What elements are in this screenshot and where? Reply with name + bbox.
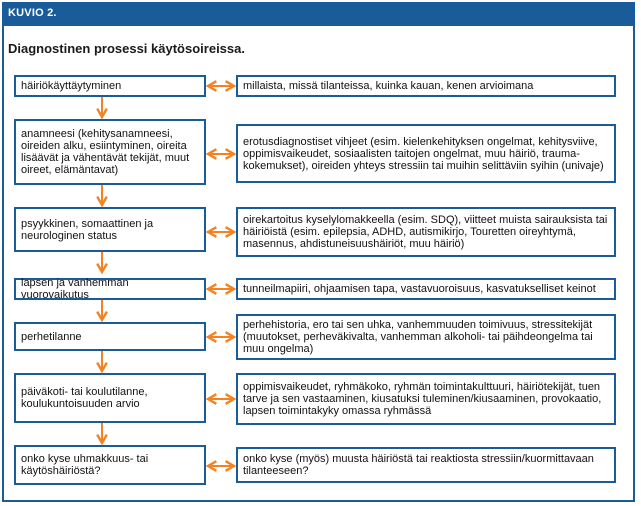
detail-box-2 bbox=[236, 124, 616, 183]
step-box-6 bbox=[14, 373, 206, 423]
detail-text: tunneilmapiiri, ohjaamisen tapa, vastavuoroisuus, kasvatukselliset keinot bbox=[243, 283, 596, 295]
step-box-2 bbox=[14, 119, 206, 185]
step-box-4 bbox=[14, 278, 206, 300]
step-label: onko kyse uhmakkuus- tai käytöshäiriöstä? bbox=[21, 453, 149, 477]
step-box-5 bbox=[14, 322, 206, 351]
detail-text: erotusdiagnostiset vihjeet (esim. kielenkehityksen ongelmat, kehitysviive, oppimisvaikeudet, sosiaalisten taitojen ongelmat, muu häiriö, trauma-kokemukset), oireiden yhteys stressiin tai muihin selittäviin syihin (univaje) bbox=[243, 135, 604, 172]
detail-box-5 bbox=[236, 314, 616, 360]
detail-text: oirekartoitus kyselylomakkeella (esim. SDQ), viitteet muista sairauksista tai häiriöistä (esim. epilepsia, ADHD, autismikirjo, Touretten oireyhtymä, masennus, ahdistuneisuushäiriöt, muu häiriö) bbox=[243, 214, 608, 250]
detail-text: onko kyse (myös) muusta häiriöstä tai reaktiosta stressiin/kuormittavaan tilanteeseen? bbox=[243, 453, 594, 477]
detail-text: millaista, missä tilanteissa, kuinka kauan, kenen arvioimana bbox=[243, 80, 534, 92]
step-label: häiriökäyttäytyminen bbox=[21, 80, 122, 92]
figure-title: Diagnostinen prosessi käytösoireissa. bbox=[8, 41, 245, 56]
detail-text: perhehistoria, ero tai sen uhka, vanhemmuuden toimivuus, stressitekijät (muutokset, perheväkivalta, vanhemman alkoholi- tai päihdeongelma tai muu ongelma) bbox=[243, 319, 593, 355]
step-box-7 bbox=[14, 445, 206, 485]
detail-box-4 bbox=[236, 278, 616, 300]
detail-text: oppimisvaikeudet, ryhmäkoko, ryhmän toimintakulttuuri, häiriötekijät, tuen tarve ja sen vastaaminen, kiusatuksi tuleminen/kiusaaminen, provokaatio, lapsen toimintakyky omassa ryhmässä bbox=[243, 381, 602, 417]
detail-box-3 bbox=[236, 207, 616, 257]
figure-number: KUVIO 2. bbox=[8, 7, 57, 19]
step-box-1 bbox=[14, 75, 206, 97]
step-label: lapsen ja vanhemman vuorovaikutus bbox=[21, 277, 129, 301]
step-label: päiväkoti- tai koulutilanne, koulukuntoisuuden arvio bbox=[21, 386, 148, 410]
step-label: anamneesi (kehitysanamneesi, oireiden alku, esiintyminen, oireita lisäävät ja vähentävät tekijät, muut oireet, elämäntavat) bbox=[21, 128, 190, 176]
step-label: psyykkinen, somaattinen ja neurologinen status bbox=[21, 217, 154, 242]
detail-box-7 bbox=[236, 447, 616, 483]
step-label: perhetilanne bbox=[21, 330, 82, 343]
detail-box-1 bbox=[236, 75, 616, 97]
detail-box-6 bbox=[236, 373, 616, 425]
step-box-3 bbox=[14, 207, 206, 252]
